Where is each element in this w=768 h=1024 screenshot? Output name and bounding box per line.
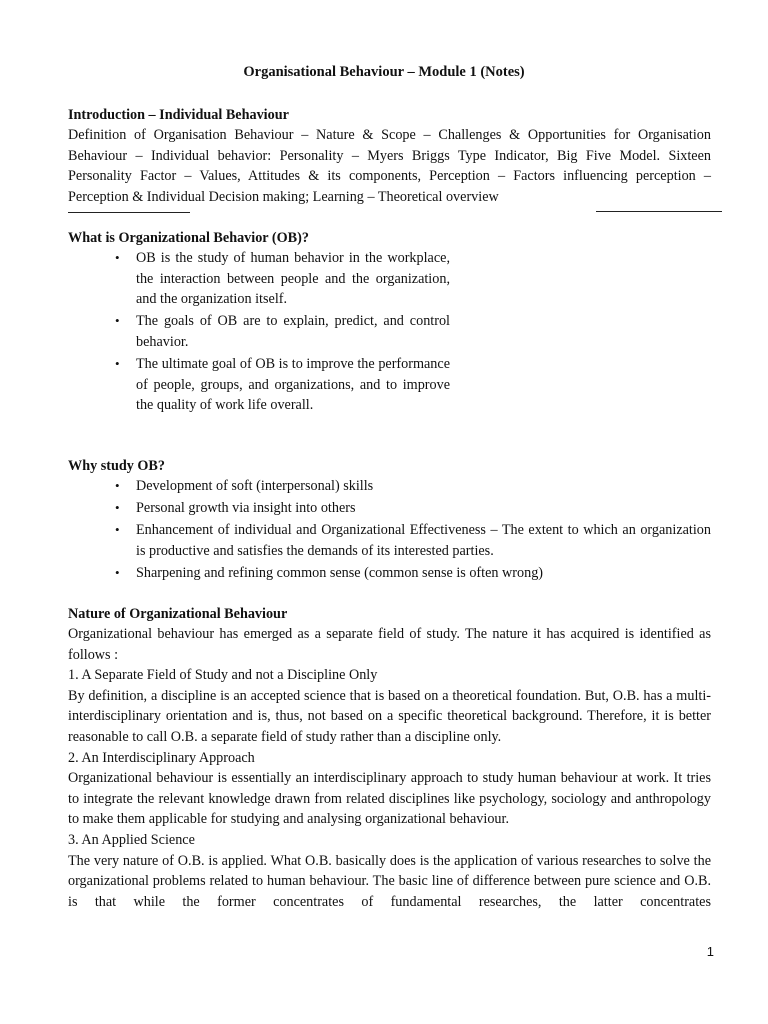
list-item-text: OB is the study of human behavior in the workplace, the interaction between people and the organization, and the organization itself. xyxy=(136,250,450,308)
intro-heading: Introduction – Individual Behaviour xyxy=(68,107,289,123)
list-item xyxy=(68,354,450,416)
list-item-text: Personal growth via insight into others xyxy=(136,500,356,517)
list-item-text: Development of soft (interpersonal) skills xyxy=(136,478,374,494)
nature-text-2: Organizational behaviour is essentially an interdisciplinary approach to study human behaviour at work. It tries to integrate the relevant knowledge drawn from related disciplines like psychology, sociology and anthropology to make them applicable for studying and analysing organizational behaviour. xyxy=(68,770,711,828)
list-item-text: Sharpening and refining common sense (common sense is often wrong) xyxy=(136,564,544,581)
bullet-icon: • xyxy=(115,522,120,538)
nature-intro: Organizational behaviour has emerged as a separate field of study. The nature it has acquired is identified as follows : xyxy=(68,626,711,663)
divider-left xyxy=(68,212,190,213)
nature-heading: Nature of Organizational Behaviour xyxy=(68,606,288,622)
why-study-list xyxy=(68,476,711,583)
section-divider xyxy=(68,207,722,215)
nature-section xyxy=(68,604,711,912)
bullet-icon: • xyxy=(115,500,120,516)
bullet-icon: • xyxy=(115,478,120,493)
nature-subheading-1: 1. A Separate Field of Study and not a Discipline Only xyxy=(68,667,378,684)
why-study-heading: Why study OB? xyxy=(68,458,165,474)
list-item-text: The goals of OB are to explain, predict, and control behavior. xyxy=(136,313,450,350)
list-item-text: Enhancement of individual and Organizational Effectiveness – The extent to which an organization is productive and satisfies the demands of its interested parties. xyxy=(136,522,711,559)
nature-subheading-3: 3. An Applied Science xyxy=(68,831,195,848)
bullet-icon: • xyxy=(115,313,120,329)
nature-subheading-2: 2. An Interdisciplinary Approach xyxy=(68,749,255,766)
intro-section xyxy=(68,105,711,207)
list-item xyxy=(68,498,711,519)
intro-text: Definition of Organisation Behaviour – Nature & Scope – Challenges & Opportunities for Organisation Behaviour – Individual behavior: Personality – Myers Briggs Type Indicator, Big Five Model. Sixteen Personality Factor – Values, Attitudes & its components, Perception – Factors influencing perception – Perception & Individual Decision making; Learning – Theoretical overview xyxy=(68,127,711,205)
divider-right xyxy=(596,211,722,212)
list-item xyxy=(68,563,711,584)
bullet-icon: • xyxy=(115,355,120,371)
what-is-ob-list xyxy=(68,248,450,416)
list-item xyxy=(68,476,711,497)
list-item xyxy=(68,520,711,561)
what-is-ob-heading: What is Organizational Behavior (OB)? xyxy=(68,230,309,246)
list-item-text: The ultimate goal of OB is to improve the performance of people, groups, and organizations, and to improve the quality of work life overall. xyxy=(136,355,450,414)
why-study-section xyxy=(68,456,711,585)
document-title: Organisational Behaviour – Module 1 (Notes) xyxy=(243,64,525,80)
nature-text-3: The very nature of O.B. is applied. What O.B. basically does is the application of various researches to solve the organizational problems related to human behaviour. The basic line of difference between pure science and O.B. is that while the former concentrates of fundamental researches, the latter concentrates xyxy=(68,852,711,910)
page-number: 1 xyxy=(706,944,714,959)
list-item xyxy=(68,248,450,310)
nature-text-1: By definition, a discipline is an accepted science that is based on a theoretical foundation. But, O.B. has a multi-interdisciplinary orientation and is, thus, not based on a specific theoretical background. Therefore, it is better reasonable to call O.B. a separate field of study rather than a discipline only. xyxy=(68,687,711,745)
bullet-icon: • xyxy=(115,564,120,580)
list-item xyxy=(68,311,450,352)
bullet-icon: • xyxy=(115,250,120,265)
what-is-ob-section xyxy=(68,228,711,417)
